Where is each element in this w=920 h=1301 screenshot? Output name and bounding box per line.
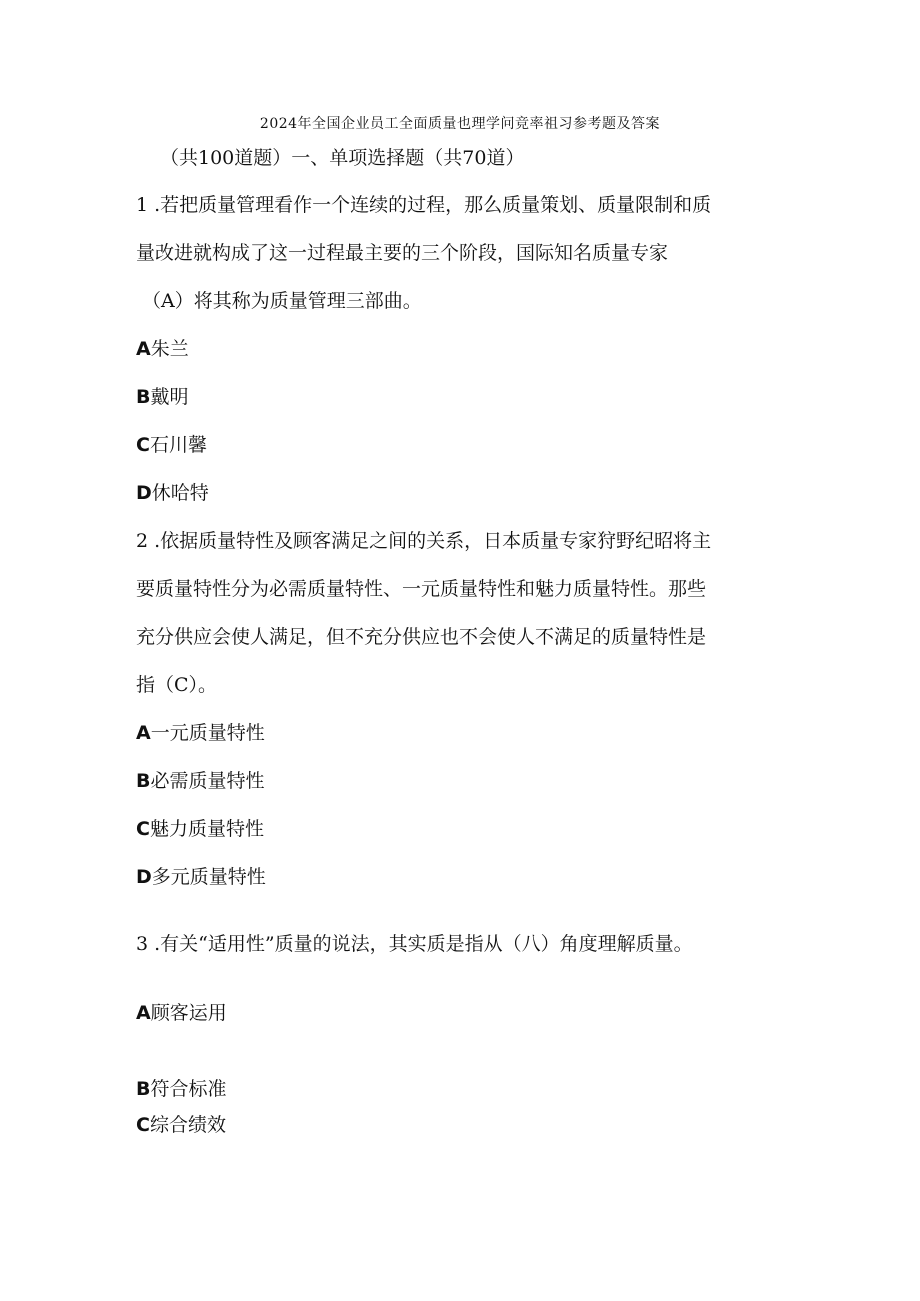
option-text: 综合绩效 bbox=[149, 1114, 226, 1136]
question-3-option-c bbox=[136, 1113, 226, 1137]
question-3-option-a bbox=[136, 1001, 227, 1025]
question-1-line-3: （A）将其称为质量管理三部曲。 bbox=[142, 290, 422, 312]
option-letter: A bbox=[136, 722, 151, 744]
option-text: 一元质量特性 bbox=[150, 722, 265, 744]
question-2-line-1: 2 .依据质量特性及顾客满足之间的关系，日本质量专家狩野纪昭将主 bbox=[136, 530, 712, 552]
option-letter: A bbox=[136, 338, 151, 360]
option-text: 石川馨 bbox=[149, 434, 207, 456]
option-letter: C bbox=[136, 1114, 150, 1136]
option-letter: A bbox=[136, 1002, 151, 1024]
question-2-option-d bbox=[136, 865, 266, 889]
option-letter: B bbox=[136, 1078, 151, 1100]
question-2-option-b bbox=[136, 769, 265, 793]
question-1-line-1: 1 .若把质量管理看作一个连续的过程，那么质量策划、质量限制和质 bbox=[136, 194, 712, 216]
option-letter: B bbox=[136, 386, 151, 408]
option-text: 符合标准 bbox=[150, 1078, 227, 1100]
option-text: 必需质量特性 bbox=[150, 770, 265, 792]
question-2-option-a bbox=[136, 721, 265, 745]
option-text: 休哈特 bbox=[151, 482, 209, 504]
option-text: 戴明 bbox=[150, 386, 189, 408]
option-letter: D bbox=[136, 482, 152, 504]
option-letter: D bbox=[136, 866, 152, 888]
question-1-option-a bbox=[136, 337, 189, 361]
option-text: 多元质量特性 bbox=[151, 866, 266, 888]
question-1-option-c bbox=[136, 433, 207, 457]
question-2-line-3: 充分供应会使人满足，但不充分供应也不会使人不满足的质量特性是 bbox=[136, 626, 707, 648]
question-2-line-2: 要质量特性分为必需质量特性、一元质量特性和魅力质量特性。那些 bbox=[136, 578, 707, 600]
question-1-line-2: 量改进就构成了这一过程最主要的三个阶段，国际知名质量专家 bbox=[136, 242, 669, 264]
question-2-option-c bbox=[136, 817, 264, 841]
question-1-option-d bbox=[136, 481, 209, 505]
option-letter: C bbox=[136, 434, 150, 456]
option-letter: B bbox=[136, 770, 151, 792]
document-title: 2024年全国企业员工全面质量也理学问竞率祖习参考题及答案 bbox=[259, 116, 661, 132]
option-text: 魅力质量特性 bbox=[149, 818, 264, 840]
question-1-option-b bbox=[136, 385, 189, 409]
option-text: 朱兰 bbox=[150, 338, 189, 360]
question-3-option-b bbox=[136, 1077, 227, 1101]
option-letter: C bbox=[136, 818, 150, 840]
question-2-line-4: 指（C）。 bbox=[136, 674, 218, 696]
question-3-line-1: 3 .有关“适用性”质量的说法，其实质是指从（八）角度理解质量。 bbox=[136, 933, 693, 955]
section-header: （共100道题）一、单项选择题（共70道） bbox=[160, 147, 525, 169]
option-text: 顾客运用 bbox=[150, 1002, 227, 1024]
